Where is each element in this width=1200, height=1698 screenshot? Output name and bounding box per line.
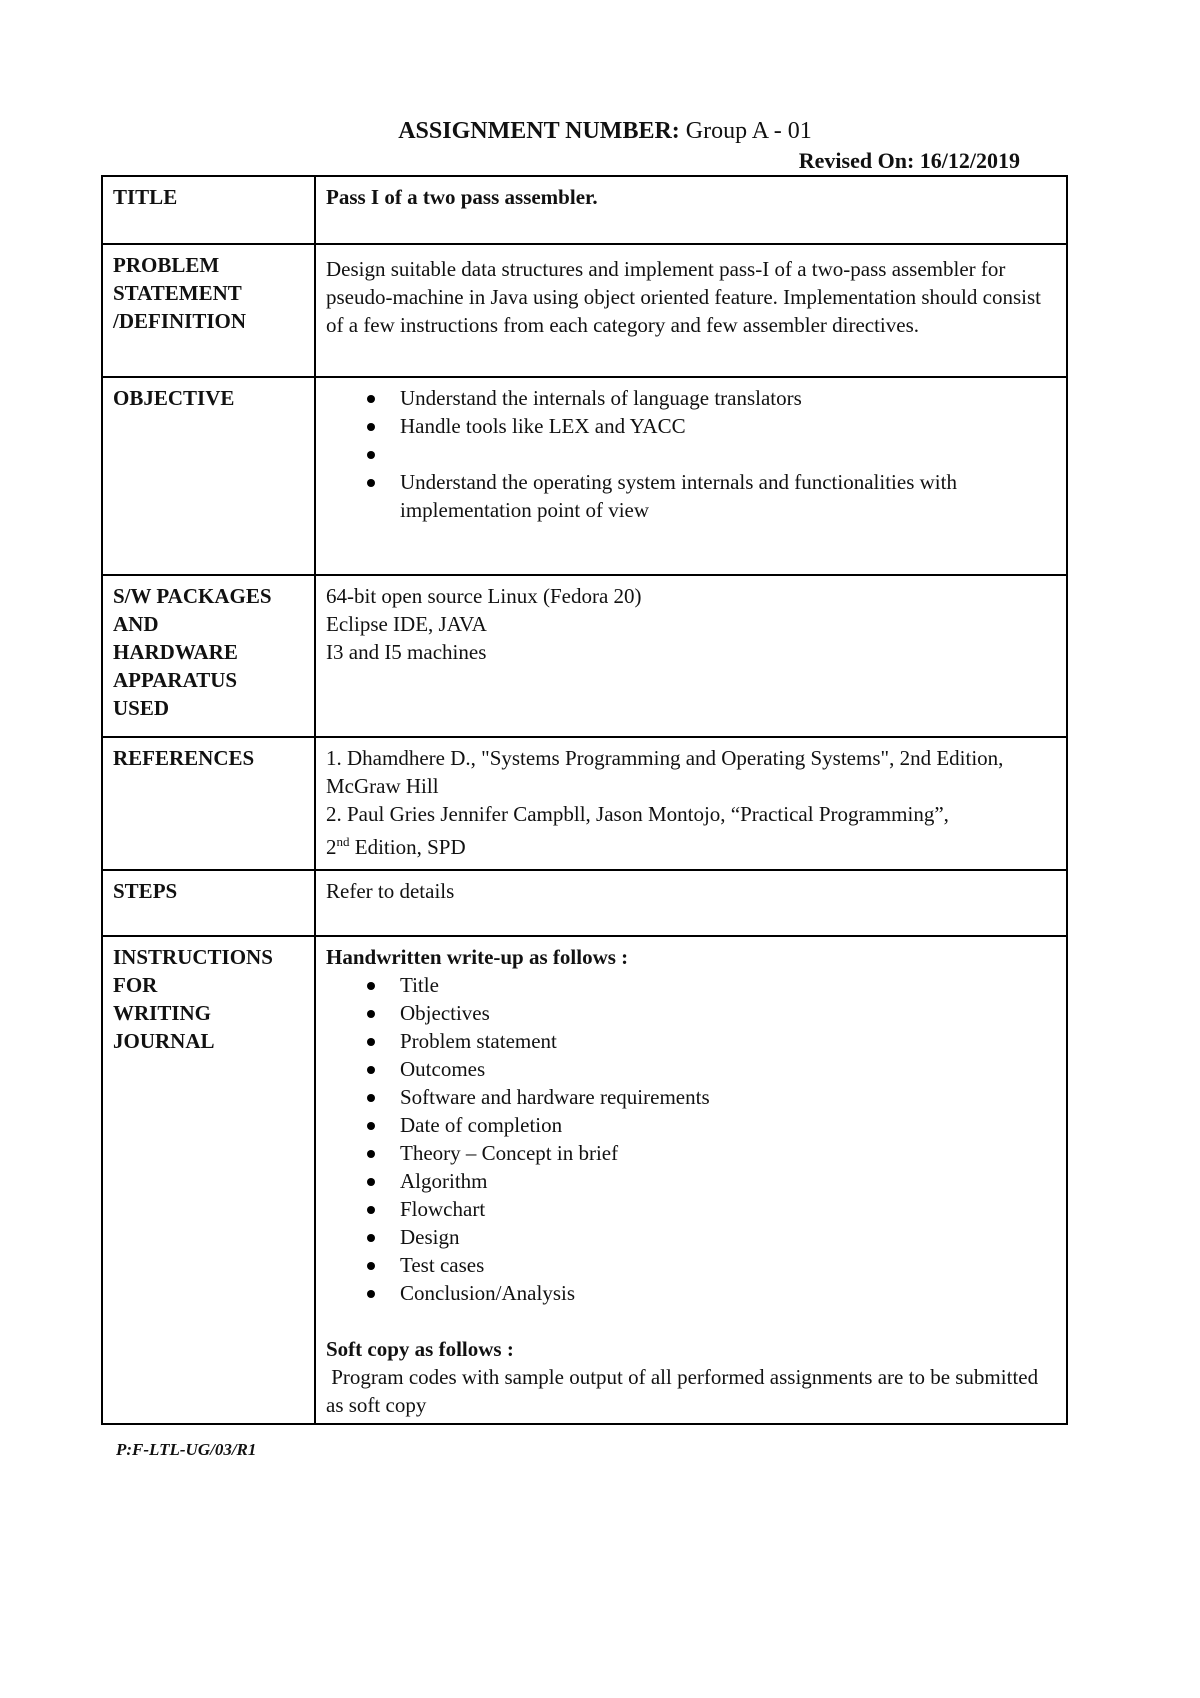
label-packages-line: USED <box>113 696 170 720</box>
reference-1: 1. Dhamdhere D., "Systems Programming and Operating Systems", 2nd Edition, McGraw Hill <box>326 746 1004 798</box>
label-instructions <box>102 936 315 1424</box>
reference-2-superscript: nd <box>336 834 350 849</box>
value-title: Pass I of a two pass assembler. <box>315 176 1067 244</box>
list-item: Problem statement <box>326 1027 1056 1055</box>
row-title <box>102 176 1067 244</box>
label-title: TITLE <box>102 176 315 244</box>
label-problem-line: /DEFINITION <box>113 309 247 333</box>
list-item: Theory – Concept in brief <box>326 1139 1056 1167</box>
problem-text: Design suitable data structures and implement pass-I of a two-pass assembler for pseudo-machine in Java using object oriented feature. Implementation should consist of a few instructions from each category and few assembler directives. <box>326 257 1041 337</box>
package-line: 64-bit open source Linux (Fedora 20) <box>326 584 642 608</box>
handwritten-heading: Handwritten write-up as follows : <box>326 945 629 969</box>
row-problem <box>102 244 1067 377</box>
label-problem <box>102 244 315 377</box>
softcopy-text: Program codes with sample output of all performed assignments are to be submitted as soft copy <box>326 1365 1044 1417</box>
list-item: Test cases <box>326 1251 1056 1279</box>
label-packages <box>102 575 315 737</box>
list-item: Flowchart <box>326 1195 1056 1223</box>
label-instructions-line: FOR <box>113 973 158 997</box>
list-item: Software and hardware requirements <box>326 1083 1056 1111</box>
row-instructions <box>102 936 1067 1424</box>
row-steps <box>102 870 1067 936</box>
list-item: Handle tools like LEX and YACC <box>326 412 1056 440</box>
label-objective: OBJECTIVE <box>102 377 315 575</box>
revised-date: Revised On: 16/12/2019 <box>798 148 1020 173</box>
label-packages-line: AND <box>113 612 159 636</box>
list-item: Date of completion <box>326 1111 1056 1139</box>
list-item: Design <box>326 1223 1056 1251</box>
value-problem <box>315 244 1067 377</box>
assignment-label: ASSIGNMENT NUMBER: <box>398 118 680 144</box>
label-problem-line: PROBLEM <box>113 253 220 277</box>
reference-2-text: 2. Paul Gries Jennifer Campbll, Jason Montojo, “Practical Programming”, <box>326 802 949 826</box>
label-packages-line: HARDWARE <box>113 640 238 664</box>
row-references <box>102 737 1067 870</box>
list-item: Algorithm <box>326 1167 1056 1195</box>
value-packages <box>315 575 1067 737</box>
package-line: I3 and I5 machines <box>326 640 487 664</box>
form-code: P:F-LTL-UG/03/R1 <box>116 1440 257 1459</box>
journal-list <box>326 971 1056 1307</box>
label-steps: STEPS <box>102 870 315 936</box>
list-item: Understand the internals of language translators <box>326 384 1056 412</box>
list-spacer <box>326 440 1056 468</box>
assignment-value: Group A - 01 <box>679 118 812 144</box>
list-item: Understand the operating system internals and functionalities with implementation point of view <box>326 468 1056 524</box>
reference-2-tail: Edition, SPD <box>349 835 466 859</box>
label-instructions-line: INSTRUCTIONS <box>113 945 273 969</box>
value-references <box>315 737 1067 870</box>
label-instructions-line: WRITING <box>113 1001 212 1025</box>
value-steps: Refer to details <box>315 870 1067 936</box>
value-objective <box>315 377 1067 575</box>
assignment-heading <box>0 118 1200 145</box>
label-packages-line: S/W PACKAGES <box>113 584 272 608</box>
section-spacer <box>326 1307 1056 1335</box>
list-item: Conclusion/Analysis <box>326 1279 1056 1307</box>
label-references: REFERENCES <box>102 737 315 870</box>
list-item: Outcomes <box>326 1055 1056 1083</box>
label-problem-line: STATEMENT <box>113 281 242 305</box>
reference-2-edition-number: 2 <box>326 835 337 859</box>
reference-2 <box>326 800 1056 861</box>
list-item: Objectives <box>326 999 1056 1027</box>
row-packages <box>102 575 1067 737</box>
package-line: Eclipse IDE, JAVA <box>326 612 487 636</box>
list-item: Title <box>326 971 1056 999</box>
label-instructions-line: JOURNAL <box>113 1029 215 1053</box>
label-packages-line: APPARATUS <box>113 668 238 692</box>
objective-list <box>326 384 1056 524</box>
row-objective <box>102 377 1067 575</box>
value-instructions <box>315 936 1067 1424</box>
softcopy-heading: Soft copy as follows : <box>326 1337 514 1361</box>
assignment-table <box>101 175 1068 1425</box>
